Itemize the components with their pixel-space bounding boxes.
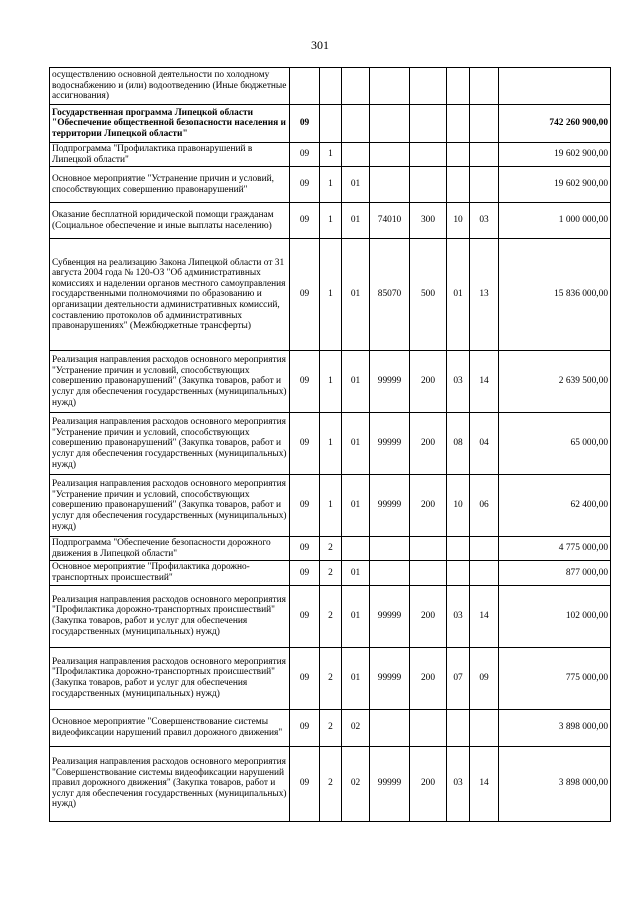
subprogram-code-cell: 2	[320, 746, 342, 821]
row-name-cell: Государственная программа Липецкой области "Обеспечение общественной безопасности населения и территории Липецкой области"	[50, 105, 290, 143]
expense-direction-cell	[370, 537, 410, 561]
table-row	[50, 143, 611, 167]
main-activity-code-cell	[342, 143, 370, 167]
subsection-cell: 14	[470, 585, 499, 647]
program-code-cell: 09	[290, 537, 320, 561]
table-row	[50, 68, 611, 105]
main-activity-code-cell	[342, 537, 370, 561]
page-number: 301	[311, 38, 329, 52]
amount-cell: 3 898 000,00	[499, 709, 611, 746]
expense-type-cell: 200	[410, 647, 447, 709]
subsection-cell: 14	[470, 746, 499, 821]
table-row	[50, 239, 611, 351]
main-activity-code-cell: 01	[342, 351, 370, 413]
expense-direction-cell: 85070	[370, 239, 410, 351]
subprogram-code-cell	[320, 105, 342, 143]
expense-direction-cell: 99999	[370, 746, 410, 821]
table-row	[50, 351, 611, 413]
table-row	[50, 647, 611, 709]
subprogram-code-cell: 1	[320, 203, 342, 239]
amount-cell: 19 602 900,00	[499, 143, 611, 167]
subsection-cell	[470, 537, 499, 561]
amount-cell: 1 000 000,00	[499, 203, 611, 239]
amount-cell: 62 400,00	[499, 475, 611, 537]
program-code-cell	[290, 68, 320, 105]
main-activity-code-cell: 01	[342, 647, 370, 709]
subsection-cell: 09	[470, 647, 499, 709]
expense-direction-cell: 99999	[370, 585, 410, 647]
subsection-cell: 14	[470, 351, 499, 413]
expense-type-cell	[410, 167, 447, 203]
amount-cell: 742 260 900,00	[499, 105, 611, 143]
main-activity-code-cell: 02	[342, 709, 370, 746]
subsection-cell	[470, 68, 499, 105]
amount-cell: 4 775 000,00	[499, 537, 611, 561]
program-code-cell: 09	[290, 167, 320, 203]
expense-type-cell	[410, 537, 447, 561]
amount-cell: 877 000,00	[499, 561, 611, 585]
subsection-cell: 06	[470, 475, 499, 537]
table-row	[50, 709, 611, 746]
amount-cell: 2 639 500,00	[499, 351, 611, 413]
table-body	[50, 68, 611, 822]
program-code-cell: 09	[290, 475, 320, 537]
row-name-cell: Субвенция на реализацию Закона Липецкой области от 31 августа 2004 года № 120-ОЗ "Об административных комиссиях и наделении органов местного самоуправления государственными полномочиями по образованию и организации деятельности административных комиссий, составлению протоколов об административных правонарушениях" (Межбюджетные трансферты)	[50, 239, 290, 351]
expense-type-cell: 200	[410, 413, 447, 475]
subsection-cell	[470, 167, 499, 203]
row-name-cell: осуществлению основной деятельности по холодному водоснабжению и (или) водоотведению (Иные бюджетные ассигнования)	[50, 68, 290, 105]
expense-type-cell: 500	[410, 239, 447, 351]
section-cell: 10	[447, 203, 470, 239]
subprogram-code-cell: 1	[320, 167, 342, 203]
table-row	[50, 746, 611, 821]
expense-direction-cell	[370, 68, 410, 105]
expense-type-cell	[410, 143, 447, 167]
section-cell: 03	[447, 746, 470, 821]
amount-cell: 15 836 000,00	[499, 239, 611, 351]
expense-direction-cell: 99999	[370, 475, 410, 537]
section-cell: 03	[447, 351, 470, 413]
table-row	[50, 413, 611, 475]
section-cell: 03	[447, 585, 470, 647]
expense-direction-cell	[370, 105, 410, 143]
program-code-cell: 09	[290, 561, 320, 585]
main-activity-code-cell: 01	[342, 413, 370, 475]
subprogram-code-cell: 1	[320, 143, 342, 167]
program-code-cell: 09	[290, 746, 320, 821]
subprogram-code-cell: 2	[320, 585, 342, 647]
row-name-cell: Подпрограмма "Профилактика правонарушений в Липецкой области"	[50, 143, 290, 167]
amount-cell: 65 000,00	[499, 413, 611, 475]
expense-direction-cell: 74010	[370, 203, 410, 239]
program-code-cell: 09	[290, 105, 320, 143]
program-code-cell: 09	[290, 351, 320, 413]
subprogram-code-cell: 2	[320, 647, 342, 709]
expense-type-cell: 200	[410, 475, 447, 537]
program-code-cell: 09	[290, 709, 320, 746]
program-code-cell: 09	[290, 413, 320, 475]
program-code-cell: 09	[290, 203, 320, 239]
table-row	[50, 585, 611, 647]
subsection-cell	[470, 143, 499, 167]
expense-direction-cell	[370, 561, 410, 585]
amount-cell: 19 602 900,00	[499, 167, 611, 203]
row-name-cell: Реализация направления расходов основного мероприятия "Профилактика дорожно-транспортных происшествий" (Закупка товаров, работ и услуг для обеспечения государственных (муниципальных) нужд)	[50, 647, 290, 709]
expense-type-cell	[410, 709, 447, 746]
program-code-cell: 09	[290, 647, 320, 709]
expense-type-cell	[410, 68, 447, 105]
subprogram-code-cell: 1	[320, 475, 342, 537]
main-activity-code-cell: 01	[342, 239, 370, 351]
main-activity-code-cell: 02	[342, 746, 370, 821]
section-cell	[447, 561, 470, 585]
table-row	[50, 203, 611, 239]
row-name-cell: Основное мероприятие "Профилактика дорожно-транспортных происшествий"	[50, 561, 290, 585]
subprogram-code-cell: 2	[320, 709, 342, 746]
section-cell	[447, 68, 470, 105]
table-row	[50, 167, 611, 203]
row-name-cell: Оказание бесплатной юридической помощи гражданам (Социальное обеспечение и иные выплаты населению)	[50, 203, 290, 239]
section-cell	[447, 143, 470, 167]
row-name-cell: Реализация направления расходов основного мероприятия "Устранение причин и условий, способствующих совершению правонарушений" (Закупка товаров, работ и услуг для обеспечения государственных (муниципальных) нужд)	[50, 351, 290, 413]
section-cell: 07	[447, 647, 470, 709]
section-cell: 10	[447, 475, 470, 537]
main-activity-code-cell: 01	[342, 167, 370, 203]
subprogram-code-cell: 1	[320, 239, 342, 351]
table-row	[50, 105, 611, 143]
program-code-cell: 09	[290, 585, 320, 647]
row-name-cell: Подпрограмма "Обеспечение безопасности дорожного движения в Липецкой области"	[50, 537, 290, 561]
row-name-cell: Реализация направления расходов основного мероприятия "Совершенствование системы видеофиксации нарушений правил дорожного движения" (Закупка товаров, работ и услуг для обеспечения государственных (муниципальных) нужд)	[50, 746, 290, 821]
section-cell	[447, 537, 470, 561]
section-cell: 01	[447, 239, 470, 351]
program-code-cell: 09	[290, 143, 320, 167]
row-name-cell: Реализация направления расходов основного мероприятия "Устранение причин и условий, способствующих совершению правонарушений" (Закупка товаров, работ и услуг для обеспечения государственных (муниципальных) нужд)	[50, 475, 290, 537]
subsection-cell: 13	[470, 239, 499, 351]
expense-direction-cell: 99999	[370, 413, 410, 475]
expense-direction-cell	[370, 709, 410, 746]
expense-direction-cell	[370, 143, 410, 167]
section-cell	[447, 167, 470, 203]
table-row	[50, 475, 611, 537]
table-row	[50, 537, 611, 561]
expense-type-cell: 200	[410, 746, 447, 821]
expense-direction-cell: 99999	[370, 351, 410, 413]
expense-type-cell: 300	[410, 203, 447, 239]
amount-cell	[499, 68, 611, 105]
subprogram-code-cell: 1	[320, 413, 342, 475]
expense-type-cell	[410, 561, 447, 585]
row-name-cell: Основное мероприятие "Устранение причин и условий, способствующих совершению правонарушений"	[50, 167, 290, 203]
main-activity-code-cell	[342, 105, 370, 143]
expense-type-cell: 200	[410, 585, 447, 647]
main-activity-code-cell	[342, 68, 370, 105]
subsection-cell	[470, 105, 499, 143]
row-name-cell: Реализация направления расходов основного мероприятия "Профилактика дорожно-транспортных происшествий" (Закупка товаров, работ и услуг для обеспечения государственных (муниципальных) нужд)	[50, 585, 290, 647]
main-activity-code-cell: 01	[342, 561, 370, 585]
row-name-cell: Реализация направления расходов основного мероприятия "Устранение причин и условий, способствующих совершению правонарушений" (Закупка товаров, работ и услуг для обеспечения государственных (муниципальных) нужд)	[50, 413, 290, 475]
amount-cell: 775 000,00	[499, 647, 611, 709]
subprogram-code-cell: 2	[320, 561, 342, 585]
subsection-cell	[470, 561, 499, 585]
section-cell: 08	[447, 413, 470, 475]
main-activity-code-cell: 01	[342, 203, 370, 239]
program-code-cell: 09	[290, 239, 320, 351]
amount-cell: 3 898 000,00	[499, 746, 611, 821]
subprogram-code-cell: 2	[320, 537, 342, 561]
main-activity-code-cell: 01	[342, 585, 370, 647]
subsection-cell	[470, 709, 499, 746]
main-activity-code-cell: 01	[342, 475, 370, 537]
section-cell	[447, 709, 470, 746]
subsection-cell: 03	[470, 203, 499, 239]
budget-table	[49, 67, 611, 822]
subprogram-code-cell: 1	[320, 351, 342, 413]
section-cell	[447, 105, 470, 143]
subprogram-code-cell	[320, 68, 342, 105]
expense-direction-cell: 99999	[370, 647, 410, 709]
expense-direction-cell	[370, 167, 410, 203]
table-row	[50, 561, 611, 585]
amount-cell: 102 000,00	[499, 585, 611, 647]
subsection-cell: 04	[470, 413, 499, 475]
row-name-cell: Основное мероприятие "Совершенствование системы видеофиксации нарушений правил дорожного движения"	[50, 709, 290, 746]
expense-type-cell	[410, 105, 447, 143]
expense-type-cell: 200	[410, 351, 447, 413]
